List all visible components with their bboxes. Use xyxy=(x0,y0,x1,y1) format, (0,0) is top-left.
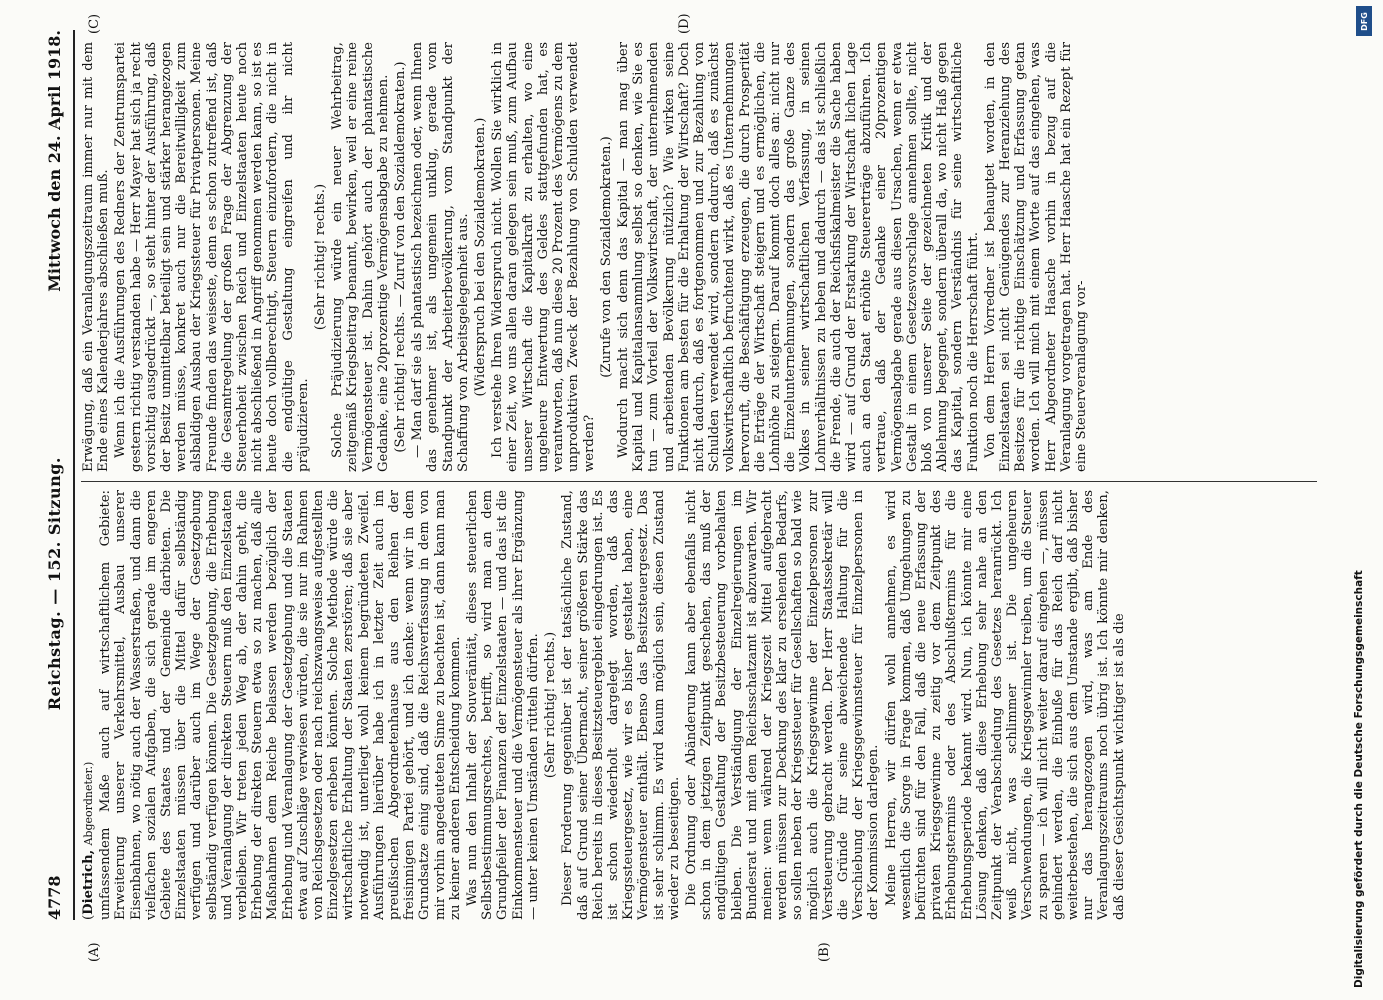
paragraph: umfassendem Maße auch auf wirtschaftlichem Gebiete: Erweiterung unserer Verkehrsmittel, Ausbau unserer Eisenbahnen, wo nötig auch der Wasserstraßen, und dann die vielfachen sozialen Aufgaben, die sich gerade im engeren Gebiete des Staates und der Gemeinde darbieten. Die Einzelstaaten müssen über die Mittel dafür selbständig verfügen und darüber auch im Wege der Gesetzgebung selbständig verfügen können. Die Gesetzgebung, die Erhebung und Veranlagung der direkten Steuern muß den Einzelstaaten verbleiben. Wir treten jeden Weg ab, der dahin geht, die Erhebung der direkten Steuern etwa so zu machen, daß alle Maßnahmen dem Reiche belassen werden bezüglich der Erhebung und Veranlagung der Gesetzgebung und die Staaten etwa auf Zuschläge verwiesen würden, die sie nur im Rahmen von Reichsgesetzen oder nach reichszwangsweise aufgestellten Einzelgesetzen erheben könnten. Solche Methode würde die wirtschaftliche Erhaltung der Staaten zerstören; daß sie aber notwendig ist, unterliegt wohl keinem begründeten Zweifel. Ausführungen hierüber habe ich in letzter Zeit auch im preußischen Abgeordnetenhause aus den Reihen der freisinnigen Partei gehört, und ich denke: wenn wir in dem Grundsatze einig sind, daß die Reichsverfassung in dem von mir vorhin angedeuteten Sinne zu beachten ist, dann kann man zu keiner anderen Entscheidung kommen. xyxy=(98,490,463,920)
paragraph: Wenn ich die Ausführungen des Redners der Zentrumspartei gestern richtig verstanden habe — Herr Mayer hat sich ja recht vorsichtig ausgedrückt —, so steht hinter der Ausführung, daß der Besitz unmittelbar beteiligt sein und stärker herangezogen werden müsse, konkret auch nur die Bereitwilligkeit zum alsbaldigen Ausbau der Kriegssteuer für Privatpersonen. Meine Freunde finden das weiseste, denn es schon zutreffend ist, daß die Gesamtregelung der großen Frage der Abgrenzung der Steuerhoheit zwischen Reich und Einzelstaaten heute noch nicht abschließend in Angriff genommen werden kann, so ist es heute doch vollberechtigt, Steuern einzufordern, die nicht in die endgültige Gestaltung eingreifen und ihr nicht präjudizieren. xyxy=(113,42,311,472)
left-column: (Dietrich, Abgeordneter.) umfassendem Maße auch auf wirtschaftlichem Gebiete: Erweiterung unserer Verkehrsmittel, Ausbau unserer Eisenbahnen, wo nötig auch der Wasserstraßen, und dann die vielfachen sozialen Aufgaben, die sich gerade im engeren Gebiete des Staates und der Gemeinde darbieten. Die Einzelstaaten müssen über die Mittel dafür selbständig verfügen und darüber auch im Wege der Gesetzgebung selbständig verfügen können. Die Gesetzgebung, die Erhebung und Veranlagung der direkten Steuern muß den Einzelstaaten verbleiben. Wir treten jeden Weg ab, der dahin geht, die Erhebung der direkten Steuern etwa so zu machen, daß alle Maßnahmen dem Reiche belassen werden bezüglich der Erhebung und Veranlagung der Gesetzgebung und die Staaten etwa auf Zuschläge verwiesen würden, die sie nur im Rahmen von Reichsgesetzen oder nach reichszwangsweise aufgestellten Einzelgesetzen erheben könnten. Solche Methode würde die wirtschaftliche Erhaltung der Staaten zerstören; daß sie aber notwendig ist, unterliegt wohl keinem begründeten Zweifel. Ausführungen hierüber habe ich in letzter Zeit auch im preußischen Abgeordnetenhause aus den Reihen der freisinnigen Partei gehört, und ich denke: wenn wir in dem Grundsatze einig sind, daß die Reichsverfassung in dem von mir vorhin angedeuteten Sinne zu beachten ist, dann kann man zu keiner anderen Entscheidung kommen. Was nun den Inhalt der Souveränität, dieses steuerlichen Selbstbestimmungsrechtes, betrifft, so wird man an dem Grundpfeiler der Finanzen der Einzelstaaten — und das ist die Einkommensteuer und die Vermögensteuer als ihrer Ergänzung — unter keinen Umständen rütteln dürfen. (Sehr richtig! rechts.) Dieser Forderung gegenüber ist der tatsächliche Zustand, daß auf Grund seiner Übermacht, seiner größeren Stärke das Reich bereits in dieses Besitzsteuergebiet eingedrungen ist. Es ist schon wiederholt dargelegt worden, daß das Kriegssteuergesetz, wie wir es bisher gestaltet haben, eine Vermögensteuer enthält. Ebenso das Besitzsteuergesetz. Das ist sehr schlimm. Es wird kaum möglich sein, diesen Zustand wieder zu beseitigen. Die Ordnung oder Abänderung kann aber ebenfalls nicht schon in dem jetzigen Zeitpunkt geschehen, das muß der endgültigen Gestaltung der Besitzbesteuerung vorbehalten bleiben. Die Verständigung der Einzelregierungen im Bundesrat und mit dem Reichsschatzamt ist abzuwarten. Wir meinen: wenn während der Kriegszeit Mittel aufgebracht werden müssen zur Deckung des klar zu ersehenden Bedarfs, so sollen neben der Kriegssteuer für Gesellschaften so bald wie möglich auch die Kriegsgewinne der Einzelpersonen zur Versteuerung gebracht werden. Der Herr Staatssekretär will die Gründe für seine abweichende Haltung für die Verschiebung der Kriegsgewinnsteuer für Einzelpersonen in der Kommission darlegen. Meine Herren, wir dürfen wohl annehmen, es wird wesentlich die Sorge in Frage kommen, daß Umgehungen zu befürchten sind für den Fall, daß die neue Erfassung der privaten Kriegsgewinne zu zeitig vor dem Zeitpunkt des Erhebungstermins oder des Abschlußtermins für die Erhebungsperiode bekannt wird. Nun, ich könnte mir eine Lösung denken, daß diese Erhebung sehr nahe an den Zeitpunkt der Verabschiedung des Gesetzes heranrückt. Ich weiß nicht, was schlimmer ist. Die ungeheuren Verschwendungen, die Kriegsgewinnler treiben, um die Steuer zu sparen — ich will nicht weiter darauf eingehen —, müssen gehindert werden, die Einbuße für das Reich darf nicht weiterbestehen, die sich aus dem Umstande ergibt, daß bisher nur das herangezogen wird, was am Ende des Veranlagungszeitraums noch übrig ist. Ich könnte mir denken, daß dieser Gesichtspunkt wichtiger ist als die xyxy=(81,490,1127,920)
paragraph: Meine Herren, wir dürfen wohl annehmen, es wird wesentlich die Sorge in Frage kommen, daß Umgehungen zu befürchten sind für den Fall, daß die neue Erfassung der privaten Kriegsgewinne zu zeitig vor dem Zeitpunkt des Erhebungstermins oder des Abschlußtermins für die Erhebungsperiode bekannt wird. Nun, ich könnte mir eine Lösung denken, daß diese Erhebung sehr nahe an den Zeitpunkt der Verabschiedung des Gesetzes heranrückt. Ich weiß nicht, was schlimmer ist. Die ungeheuren Verschwendungen, die Kriegsgewinnler treiben, um die Steuer zu sparen — ich will nicht weiter darauf eingehen —, müssen gehindert werden, die Einbuße für das Reich darf nicht weiterbestehen, die sich aus dem Umstande ergibt, daß bisher nur das herangezogen wird, was am Ende des Veranlagungszeitraums noch übrig ist. Ich könnte mir denken, daß dieser Gesichtspunkt wichtiger ist als die xyxy=(883,490,1127,920)
paragraph: Erwägung, daß ein Veranlagungszeitraum immer nur mit dem Ende eines Kalenderjahres abschließen muß. xyxy=(81,42,112,472)
interjection: (Zurufe von den Sozialdemokraten.) xyxy=(598,136,614,378)
margin-mark-d: (D) xyxy=(677,13,692,34)
margin-mark-a: (A) xyxy=(87,942,102,962)
interjection: (Sehr richtig! rechts.) xyxy=(313,183,329,331)
interjection: (Sehr richtig! rechts.) xyxy=(543,631,559,779)
interjection: (Sehr richtig! rechts. — Zuruf von den Sozialdemokraten.) xyxy=(393,61,409,453)
paragraph: Die Ordnung oder Abänderung kann aber ebenfalls nicht schon in dem jetzigen Zeitpunkt geschehen, das muß der endgültigen Gestaltung der Besitzbesteuerung vorbehalten bleiben. Die Verständigung der Einzelregierungen im Bundesrat und mit dem Reichsschatzamt ist abzuwarten. Wir meinen: wenn während der Kriegszeit Mittel aufgebracht werden müssen zur Deckung des klar zu ersehenden Bedarfs, so sollen neben der Kriegssteuer für Gesellschaften so bald wie möglich auch die Kriegsgewinne der Einzelpersonen zur Versteuerung gebracht werden. Der Herr Staatssekretär will die Gründe für seine abweichende Haltung für die Verschiebung der Kriegsgewinnsteuer für Einzelpersonen in der Kommission darlegen. xyxy=(683,490,882,920)
paragraph: Von dem Herrn Vorredner ist behauptet worden, in den Einzelstaaten sei nicht Genügendes zur Heranziehung des Besitzes für die richtige Einschätzung und Erfassung getan worden. Ich will mich mit einem Worte auf das eingehen, was Herr Abgeordneter Haasche vorhin in bezug auf die Veranlagung vorgetragen hat. Herr Haasche hat ein Rezept für eine Steuerveranlagung vor- xyxy=(982,42,1089,472)
paragraph: Dieser Forderung gegenüber ist der tatsächliche Zustand, daß auf Grund seiner Übermacht, seiner größeren Stärke das Reich bereits in dieses Besitzsteuergebiet eingedrungen ist. Es ist schon wiederholt dargelegt worden, daß das Kriegssteuergesetz, wie wir es bisher gestaltet haben, eine Vermögensteuer enthält. Ebenso das Besitzsteuergesetz. Das ist sehr schlimm. Es wird kaum möglich sein, diesen Zustand wieder zu beseitigen. xyxy=(560,490,682,920)
paragraph: — Man darf sie als phantastisch bezeichnen oder, wenn Ihnen das genehmer ist, als ungemein unklug, gerade vom Standpunkt der Arbeiterbevölkerung, vom Standpunkt der Schaffung von Arbeitsgelegenheit aus. xyxy=(410,42,471,472)
speaker-name: Dietrich, xyxy=(81,849,96,915)
margin-mark-b: (B) xyxy=(817,942,832,962)
paragraph: Was nun den Inhalt der Souveränität, dieses steuerlichen Selbstbestimmungsrechtes, betrifft, so wird man an dem Grundpfeiler der Finanzen der Einzelstaaten — und das ist die Einkommensteuer und die Vermögensteuer als ihrer Ergänzung — unter keinen Umständen rütteln dürfen. xyxy=(465,490,541,920)
interjection: (Widerspruch bei den Sozialdemokraten.) xyxy=(473,117,489,397)
digitization-credit-text: Digitalisierung gefördert durch die Deutsche Forschungsgemeinschaft xyxy=(1353,570,1365,988)
dfg-logo-text: DFG xyxy=(1359,11,1369,31)
page-number: 4778 xyxy=(45,875,65,920)
right-column xyxy=(81,42,1317,472)
session-title: Reichstag. — 152. Sitzung. xyxy=(45,457,65,711)
paragraph: Solche Präjudizierung würde ein neuer Wehrbeitrag, zeitgemäß Kriegsbeitrag benannt, bewirken, weil er eine reine Vermögensteuer ist. Dahin gehört auch der phantastische Gedanke, eine 20prozentige Vermögensabgabe zu nehmen. xyxy=(330,42,391,472)
speaker-role: Abgeordneter.) xyxy=(82,761,95,846)
header-rule xyxy=(73,30,75,920)
session-date: Mittwoch den 24. April 1918. xyxy=(45,30,65,292)
margin-mark-c: (C) xyxy=(87,13,102,34)
page-header xyxy=(41,30,69,920)
digitization-credit xyxy=(1353,44,1375,988)
column-divider xyxy=(81,481,1317,482)
dfg-logo xyxy=(1356,6,1372,36)
paragraph: Ich verstehe Ihren Widerspruch nicht. Wollen Sie wirklich in einer Zeit, wo uns allen daran gelegen sein muß, zum Aufbau unserer Wirtschaft die Kapitalkraft zu erhalten, wo eine ungeheure Entwertung des Geldes stattgefunden hat, es verantworten, daß nun diese 20 Prozent des Vermögens zu dem unproduktiven Zweck der Bezahlung von Schulden verwendet werden? xyxy=(490,42,597,472)
rotated-document-page xyxy=(37,13,1337,980)
paragraph: Wodurch macht sich denn das Kapital — man mag über Kapital und Kapitalansammlung selbst so denken, wie Sie es tun — zum Vorteil der Volkswirtschaft, der unternehmenden und arbeitenden Bevölkerung nützlich? Wie wirken seine Funktionen am besten für die Erhaltung der Wirtschaft? Doch nicht dadurch, daß es fortgenommen und zur Bezahlung von Schulden verwendet wird, sondern dadurch, daß es zunächst volkswirtschaftlich befruchtend wirkt, daß es Unternehmungen hervorruft, die Beschäftigung erzeugen, die durch Prosperität die Erträge der Wirtschaft steigern und es ermöglichen, die Lohnhöhe zu steigern. Darauf kommt doch alles an: nicht nur die Einzelunternehmungen, sondern das große Ganze des Volkes in seiner wirtschaftlichen Verfassung, in seinen Lohnverhältnissen zu heben und dadurch — das ist schließlich die Frende, die auch der Reichsfiskalmeister die Sache haben wird — auf Grund der Erstarkung der Wirtschaft lichen Lage auch an den Staat erhöhte Steuererträge abzuführen. Ich vertraue, daß der Gedanke einer 20prozentigen Vermögensabgabe gerade aus diesen Ursachen, wenn er etwa Gestalt in einem Gesetzesvorschlage annehmen sollte, nicht bloß von unserer Seite der gezeichneten Kritik und der Ablehnung begegnet, sondern überall da, wo nicht Haß gegen das Kapital, sondern Verständnis für seine wirtschaftliche Funktion noch die Herrschaft führt. xyxy=(615,42,981,472)
